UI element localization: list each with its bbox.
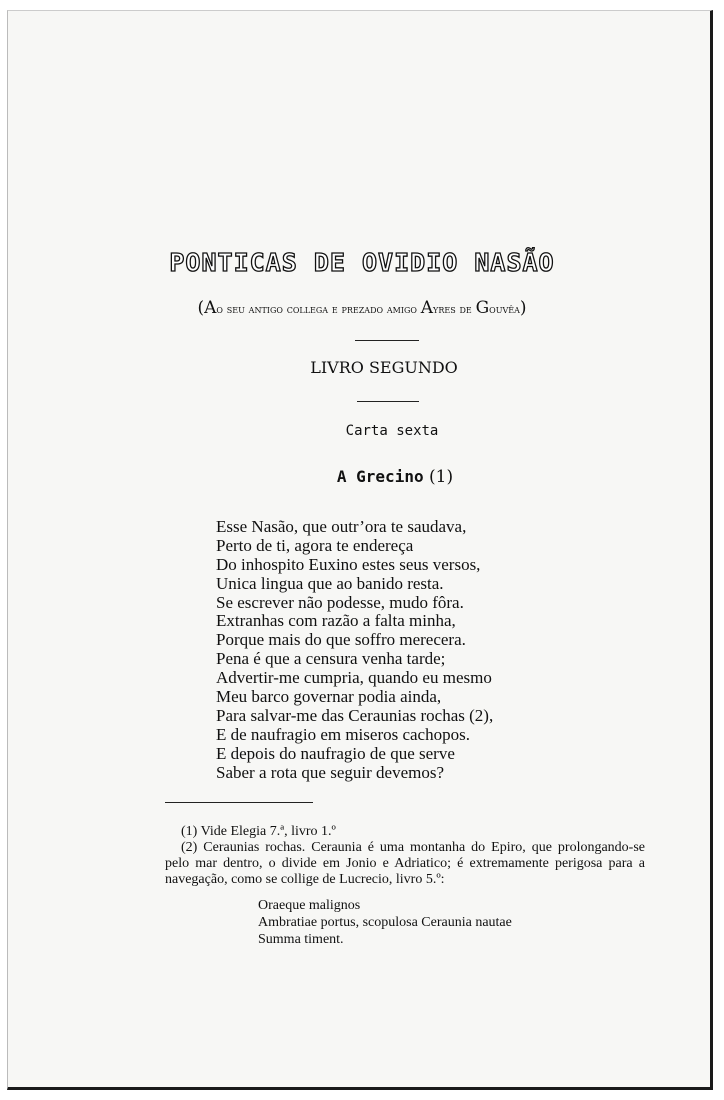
divider-top [355, 340, 419, 341]
poem-line: Porque mais do que soffro merecera. [216, 630, 466, 650]
dedication-a: A [204, 298, 217, 318]
quote-line: Oraeque malignos [258, 898, 361, 913]
poem-line: Saber a rota que seguir devemos? [216, 762, 444, 782]
dedication-close: ) [519, 298, 527, 318]
poem-line: Pena é que a censura venha tarde; [216, 649, 446, 669]
poem-line: Unica lingua que ao banido resta. [216, 573, 444, 593]
recipient-heading [0, 467, 724, 487]
dedication-open: ( [197, 298, 205, 318]
footnote-2: (2) Ceraunias rochas. Ceraunia é uma montanha do Epiro, que prolongando-se pelo mar dentro, o divide em Jonio e Adriatico; é extremamente perigosa para a navegação, como se collige de Lucrecio, livro 5.º: [165, 840, 645, 887]
poem-line: E depois do naufragio de que serve [216, 743, 455, 763]
poem-line: E de naufragio em miseros cachopos. [216, 724, 470, 744]
dedication [0, 298, 724, 318]
poem-line: Para salvar-me das Ceraunias rochas (2), [216, 705, 494, 725]
poem-line: Se escrever não podesse, mudo fôra. [216, 592, 464, 612]
poem-line: Advertir-me cumpria, quando eu mesmo [216, 668, 492, 688]
footnote-divider [165, 802, 313, 803]
poem [216, 518, 493, 782]
dedication-ayres-rest: yres de [433, 302, 476, 316]
footnote-1: (1) Vide Elegia 7.ª, livro 1.º [181, 824, 336, 839]
dedication-ayres-initial: A [420, 298, 434, 318]
book-heading: LIVRO SEGUNDO [310, 358, 458, 377]
page-title: PONTICAS DE OVIDIO NASÃO [169, 248, 555, 277]
poem-line: Extranhas com razão a falta minha, [216, 611, 456, 631]
footnotes [165, 824, 645, 888]
poem-line: Esse Nasão, que outr’ora te saudava, [216, 517, 467, 536]
dedication-gouvea-rest: ouvêa [489, 302, 520, 316]
quote-line: Summa timent. [258, 932, 344, 947]
dedication-text: o seu antigo collega e prezado amigo [216, 302, 421, 316]
recipient-name: A Grecino [336, 467, 424, 486]
poem-line: Meu barco governar podia ainda, [216, 687, 442, 707]
dedication-gouvea-initial: G [475, 298, 490, 318]
letter-heading: Carta sexta [345, 423, 439, 439]
poem-line: Do inhospito Euxino estes seus versos, [216, 554, 481, 574]
quote-line: Ambratiae portus, scopulosa Ceraunia nautae [258, 915, 512, 930]
poem-line: Perto de ti, agora te endereça [216, 535, 414, 555]
recipient-note: (1) [429, 467, 454, 487]
latin-quote [258, 897, 512, 948]
divider-middle [357, 401, 419, 402]
